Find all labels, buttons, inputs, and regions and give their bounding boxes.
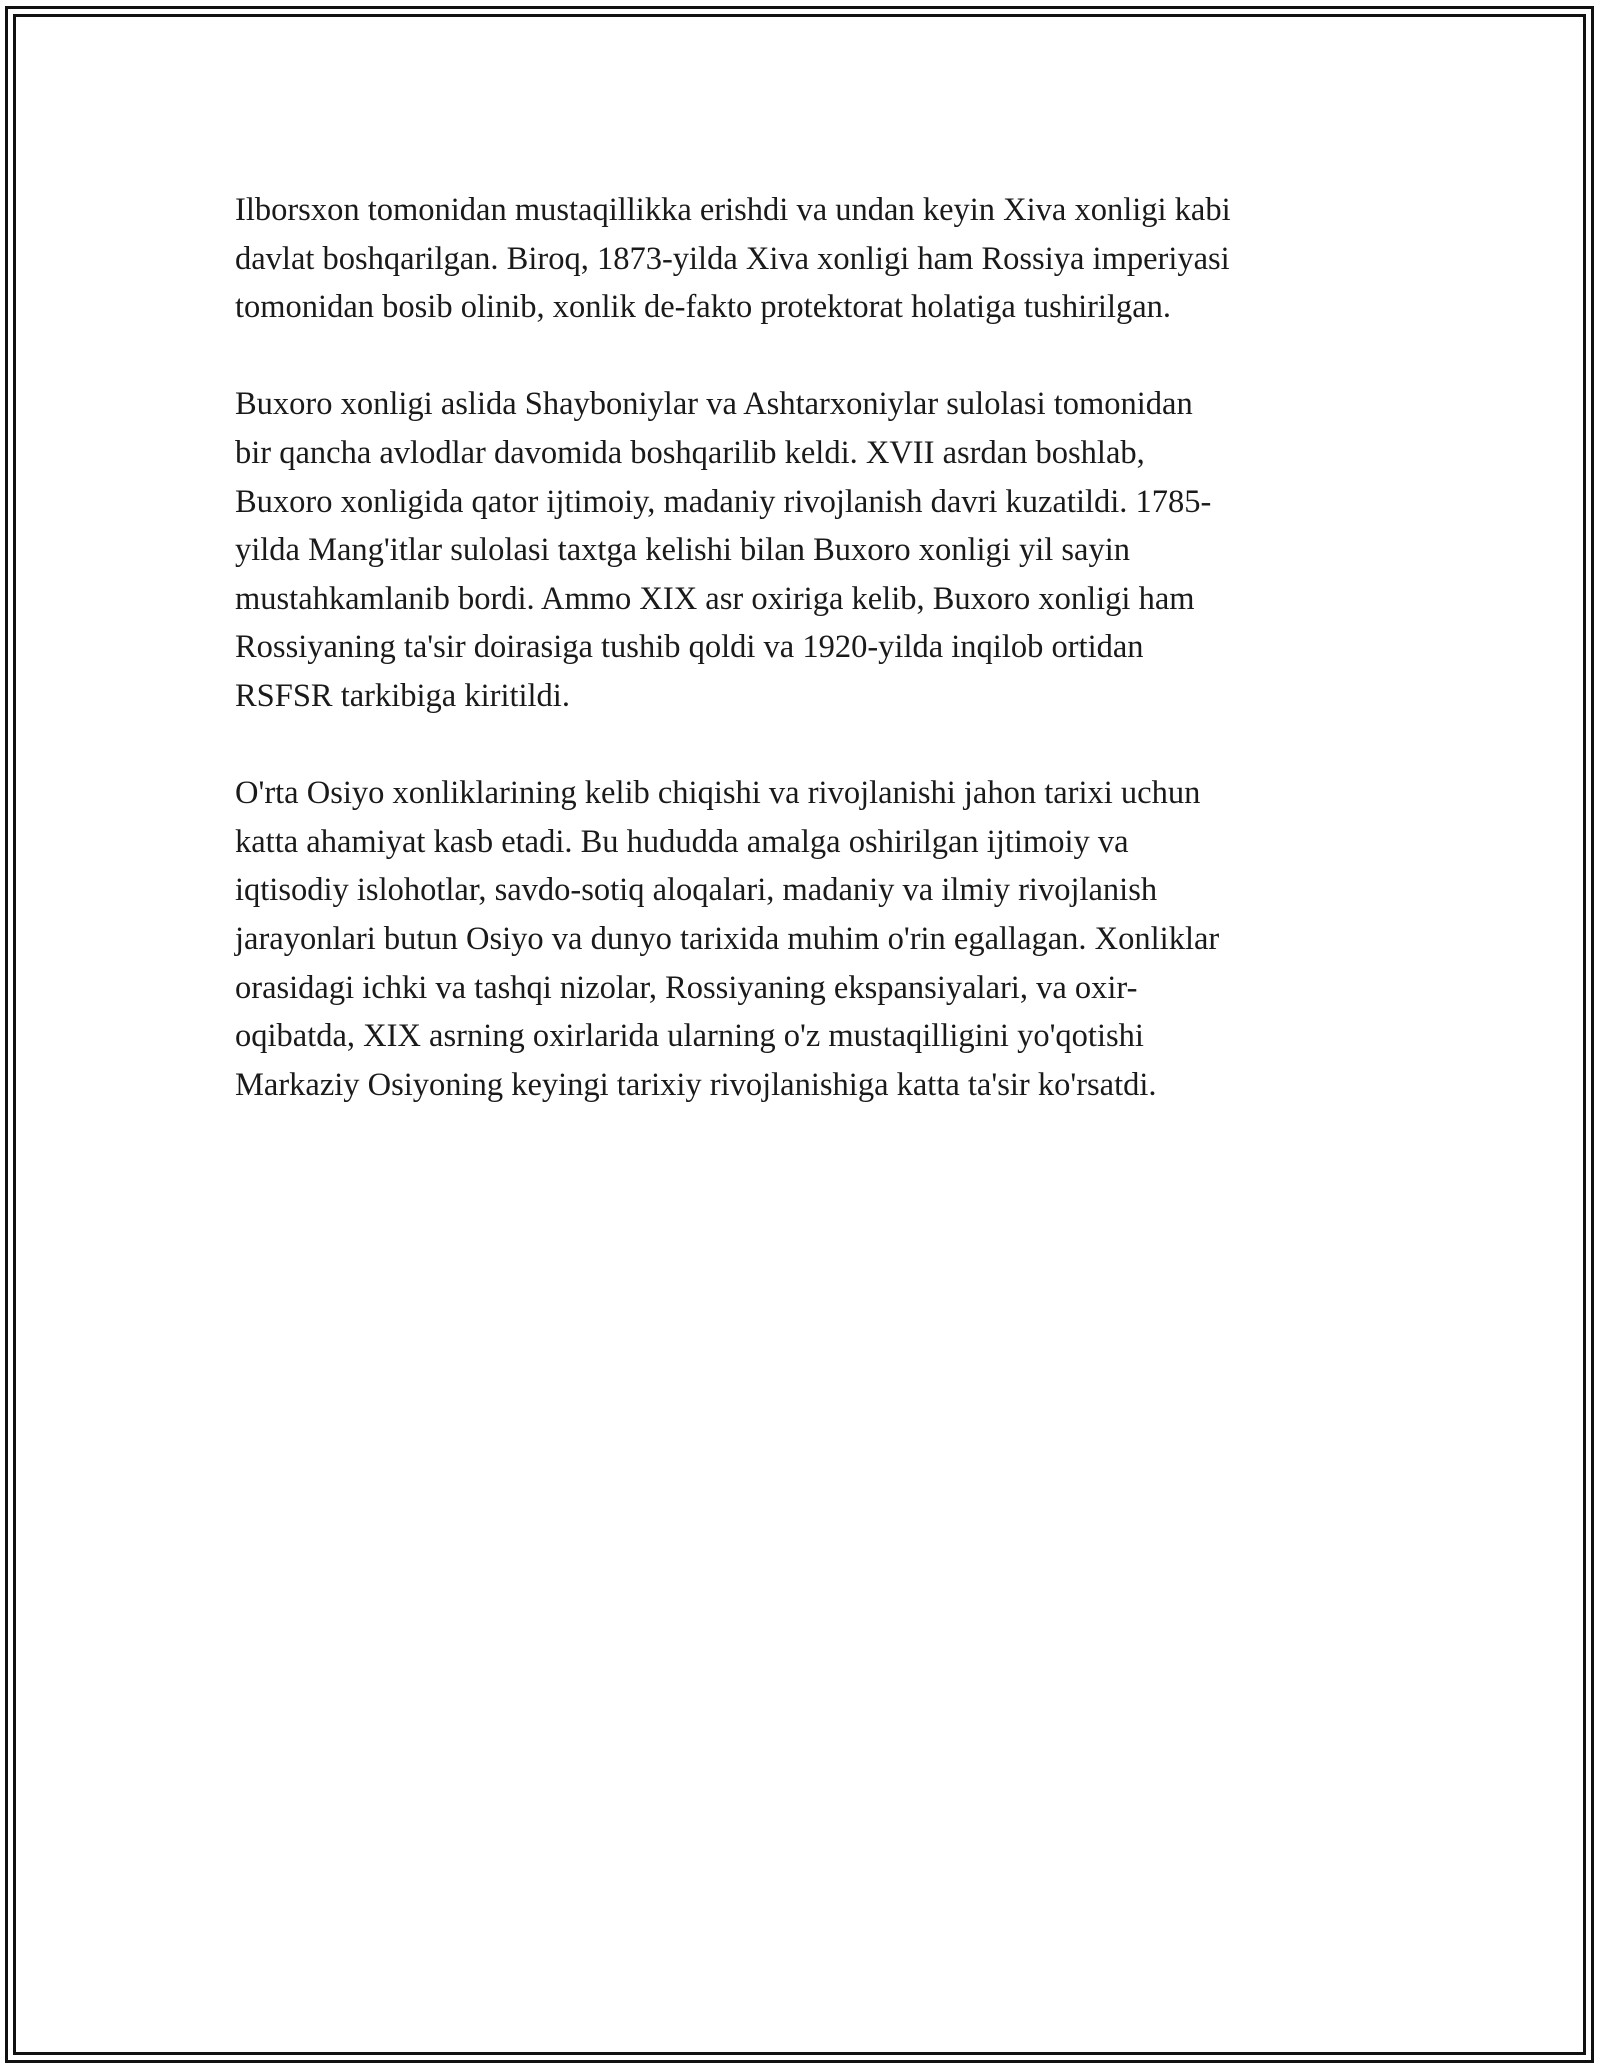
document-body xyxy=(235,186,1385,1158)
paragraph-khiva-protectorate: Ilborsxon tomonidan mustaqillikka erishdi va undan keyin Xiva xonligi kabi davlat boshqarilgan. Biroq, 1873-yilda Xiva xonligi ham Rossiya imperiyasi tomonidan bosib olinib, xonlik de-fakto protektorat holatiga tushirilgan. xyxy=(235,192,1231,326)
paragraph-bukhara-khanate: Buxoro xonligi aslida Shayboniylar va Ashtarxoniylar sulolasi tomonidan bir qancha avlodlar davomida boshqarilib keldi. XVII asrdan boshlab, Buxoro xonligida qator ijtimoiy, madaniy rivojlanish davri kuzatildi. 1785- yilda Mang'itlar sulolasi taxtga kelishi bilan Buxoro xonligi yil sayin mustahkamlanib bordi. Ammo XIX asr oxiriga kelib, Buxoro xonligi ham Rossiyaning ta'sir doirasiga tushib qoldi va 1920-yilda inqilob ortidan RSFSR tarkibiga kiritildi. xyxy=(235,386,1212,714)
paragraph-central-asia-significance: O'rta Osiyo xonliklarining kelib chiqishi va rivojlanishi jahon tarixi uchun katta ahamiyat kasb etadi. Bu hududda amalga oshirilgan ijtimoiy va iqtisodiy islohotlar, savdo-sotiq aloqalari, madaniy va ilmiy rivojlanish jarayonlari butun Osiyo va dunyo tarixida muhim o'rin egallagan. Xonliklar orasidagi ichki va tashqi nizolar, Rossiyaning ekspansiyalari, va oxir- oqibatda, XIX asrning oxirlarida ularning o'z mustaqilligini yo'qotishi Markaziy Osiyoning keyingi tarixiy rivojlanishiga katta ta'sir ko'rsatdi. xyxy=(235,775,1220,1103)
